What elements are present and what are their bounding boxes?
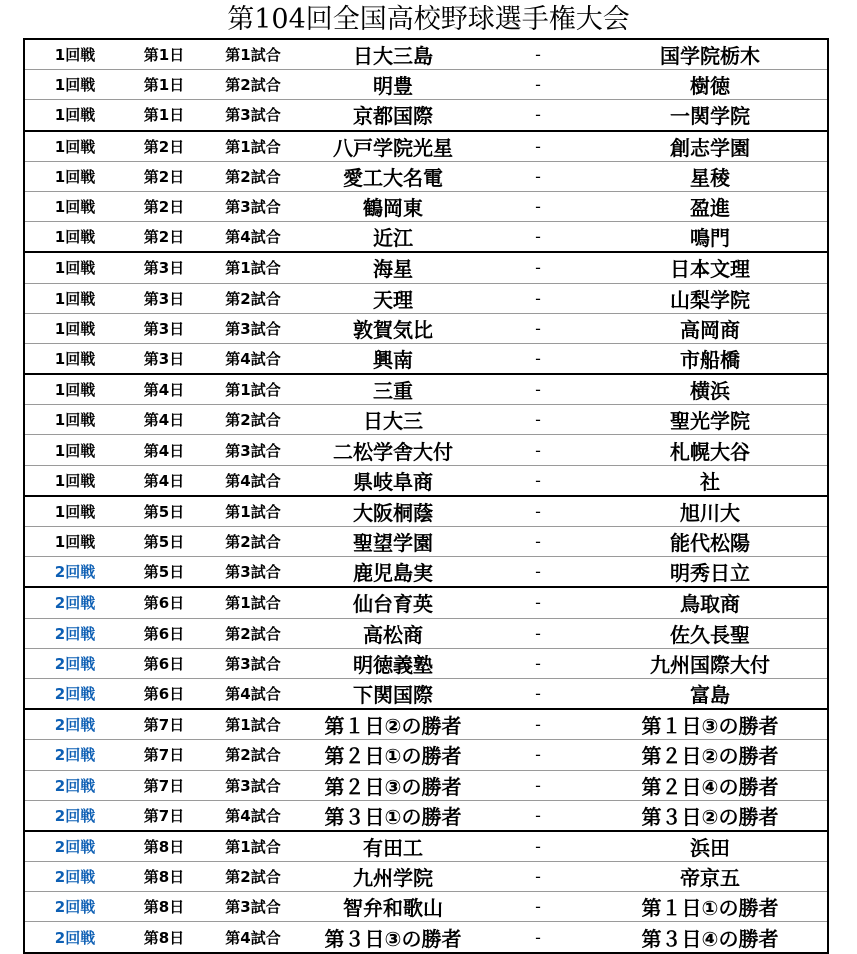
versus-cell: - <box>483 678 593 709</box>
day-cell: 第4日 <box>125 405 203 435</box>
home-team-cell: 愛工大名電 <box>303 161 483 191</box>
round-cell: 1回戦 <box>25 100 125 131</box>
away-team-cell: 旭川大 <box>593 496 827 527</box>
home-team-cell: 八戸学院光星 <box>303 131 483 162</box>
round-cell: 2回戦 <box>25 770 125 800</box>
away-team-cell: 創志学園 <box>593 131 827 162</box>
round-cell: 1回戦 <box>25 222 125 253</box>
game-cell: 第4試合 <box>203 678 303 709</box>
round-cell: 2回戦 <box>25 892 125 922</box>
versus-cell: - <box>483 831 593 862</box>
versus-cell: - <box>483 161 593 191</box>
away-team-cell: 横浜 <box>593 374 827 405</box>
home-team-cell: 県岐阜商 <box>303 465 483 496</box>
away-team-cell: 星稜 <box>593 161 827 191</box>
day-cell: 第3日 <box>125 343 203 374</box>
game-cell: 第2試合 <box>203 283 303 313</box>
game-cell: 第1試合 <box>203 252 303 283</box>
game-cell: 第1試合 <box>203 496 303 527</box>
schedule-rows <box>25 40 827 952</box>
home-team-cell: 有田工 <box>303 831 483 862</box>
day-cell: 第3日 <box>125 313 203 343</box>
match-row <box>25 862 827 892</box>
round-cell: 1回戦 <box>25 465 125 496</box>
day-cell: 第8日 <box>125 892 203 922</box>
away-team-cell: 明秀日立 <box>593 557 827 588</box>
match-row <box>25 618 827 648</box>
day-cell: 第6日 <box>125 678 203 709</box>
game-cell: 第2試合 <box>203 740 303 770</box>
game-cell: 第4試合 <box>203 343 303 374</box>
versus-cell: - <box>483 770 593 800</box>
game-cell: 第2試合 <box>203 70 303 100</box>
home-team-cell: 三重 <box>303 374 483 405</box>
match-row <box>25 222 827 253</box>
day-cell: 第8日 <box>125 831 203 862</box>
round-cell: 2回戦 <box>25 587 125 618</box>
home-team-cell: 鶴岡東 <box>303 191 483 221</box>
match-row <box>25 131 827 162</box>
day-cell: 第7日 <box>125 740 203 770</box>
day-cell: 第6日 <box>125 648 203 678</box>
round-cell: 2回戦 <box>25 709 125 740</box>
match-row <box>25 435 827 465</box>
match-row <box>25 100 827 131</box>
versus-cell: - <box>535 45 541 65</box>
match-row <box>25 343 827 374</box>
game-cell: 第3試合 <box>203 313 303 343</box>
away-team-cell: 第１日③の勝者 <box>593 709 827 740</box>
game-cell: 第4試合 <box>203 922 303 952</box>
versus-cell: - <box>483 587 593 618</box>
home-team-cell: 日大三 <box>303 405 483 435</box>
match-row <box>25 587 827 618</box>
match-row <box>25 678 827 709</box>
round-cell: 1回戦 <box>25 161 125 191</box>
home-team-cell: 高松商 <box>303 618 483 648</box>
round-cell: 2回戦 <box>25 557 125 588</box>
game-cell: 第3試合 <box>203 770 303 800</box>
game-cell: 第1試合 <box>203 587 303 618</box>
home-team-cell: 九州学院 <box>303 862 483 892</box>
home-team-cell: 第１日②の勝者 <box>303 709 483 740</box>
match-row <box>25 648 827 678</box>
match-row <box>25 496 827 527</box>
versus-cell: - <box>483 131 593 162</box>
away-team-cell: 第３日②の勝者 <box>593 800 827 831</box>
home-team-cell: 二松学舎大付 <box>303 435 483 465</box>
day-cell: 第6日 <box>125 587 203 618</box>
match-row <box>25 740 827 770</box>
round-cell: 2回戦 <box>25 740 125 770</box>
day-cell: 第4日 <box>125 465 203 496</box>
round-cell: 1回戦 <box>25 405 125 435</box>
day-cell: 第6日 <box>125 618 203 648</box>
game-cell: 第1試合 <box>225 46 281 65</box>
home-team-cell: 京都国際 <box>303 100 483 131</box>
away-team-cell: 聖光学院 <box>593 405 827 435</box>
versus-cell: - <box>483 70 593 100</box>
versus-cell: - <box>483 374 593 405</box>
round-cell: 1回戦 <box>25 496 125 527</box>
round-cell: 1回戦 <box>25 70 125 100</box>
round-cell: 2回戦 <box>25 678 125 709</box>
round-cell: 1回戦 <box>25 313 125 343</box>
match-row <box>25 770 827 800</box>
game-cell: 第3試合 <box>203 435 303 465</box>
versus-cell: - <box>483 343 593 374</box>
home-team-cell: 仙台育英 <box>303 587 483 618</box>
versus-cell: - <box>483 191 593 221</box>
match-row <box>25 557 827 588</box>
round-cell: 2回戦 <box>25 922 125 952</box>
away-team-cell: 九州国際大付 <box>593 648 827 678</box>
round-cell: 1回戦 <box>25 527 125 557</box>
home-team-cell: 智弁和歌山 <box>303 892 483 922</box>
day-cell: 第8日 <box>125 862 203 892</box>
game-cell: 第1試合 <box>203 831 303 862</box>
home-team-cell: 天理 <box>303 283 483 313</box>
round-cell: 1回戦 <box>25 191 125 221</box>
home-team-cell: 下関国際 <box>303 678 483 709</box>
game-cell: 第3試合 <box>203 557 303 588</box>
away-team-cell: 樹徳 <box>593 70 827 100</box>
match-row <box>25 892 827 922</box>
round-cell: 1回戦 <box>54 46 96 65</box>
away-team-cell: 浜田 <box>593 831 827 862</box>
versus-cell: - <box>483 313 593 343</box>
match-row <box>25 709 827 740</box>
game-cell: 第3試合 <box>203 191 303 221</box>
away-team-cell: 鳥取商 <box>593 587 827 618</box>
day-cell: 第4日 <box>125 435 203 465</box>
home-team-cell: 第３日③の勝者 <box>303 922 483 952</box>
round-cell: 2回戦 <box>25 648 125 678</box>
game-cell: 第3試合 <box>203 100 303 131</box>
game-cell: 第1試合 <box>203 374 303 405</box>
day-cell: 第5日 <box>125 557 203 588</box>
home-team-cell: 聖望学園 <box>303 527 483 557</box>
match-row <box>25 161 827 191</box>
game-cell: 第2試合 <box>203 618 303 648</box>
versus-cell: - <box>483 648 593 678</box>
home-team-cell: 明豊 <box>303 70 483 100</box>
day-cell: 第5日 <box>125 527 203 557</box>
versus-cell: - <box>483 465 593 496</box>
match-row <box>25 252 827 283</box>
match-row <box>25 405 827 435</box>
versus-cell: - <box>483 496 593 527</box>
away-team-cell: 日本文理 <box>593 252 827 283</box>
round-cell: 2回戦 <box>25 831 125 862</box>
day-cell: 第4日 <box>125 374 203 405</box>
day-cell: 第2日 <box>125 131 203 162</box>
match-row <box>25 283 827 313</box>
away-team-cell: 帝京五 <box>593 862 827 892</box>
away-team-cell: 第２日②の勝者 <box>593 740 827 770</box>
game-cell: 第3試合 <box>203 892 303 922</box>
home-team-cell: 大阪桐蔭 <box>303 496 483 527</box>
day-cell: 第3日 <box>125 252 203 283</box>
game-cell: 第2試合 <box>203 161 303 191</box>
home-team-cell: 敦賀気比 <box>303 313 483 343</box>
versus-cell: - <box>483 435 593 465</box>
day-cell: 第2日 <box>125 222 203 253</box>
away-team-cell: 盈進 <box>593 191 827 221</box>
match-row <box>25 831 827 862</box>
day-cell: 第7日 <box>125 709 203 740</box>
versus-cell: - <box>483 100 593 131</box>
day-cell: 第1日 <box>125 70 203 100</box>
home-team-cell: 明徳義塾 <box>303 648 483 678</box>
match-row <box>25 465 827 496</box>
round-cell: 1回戦 <box>25 435 125 465</box>
versus-cell: - <box>483 252 593 283</box>
match-row <box>25 922 827 952</box>
home-team-cell: 日大三島 <box>353 44 433 69</box>
away-team-cell: 高岡商 <box>593 313 827 343</box>
away-team-cell: 佐久長聖 <box>593 618 827 648</box>
versus-cell: - <box>483 618 593 648</box>
match-row <box>25 527 827 557</box>
page-title: 第104回全国高校野球選手権大会 <box>227 4 630 35</box>
versus-cell: - <box>483 709 593 740</box>
round-cell: 1回戦 <box>25 374 125 405</box>
away-team-cell: 第１日①の勝者 <box>593 892 827 922</box>
away-team-cell: 山梨学院 <box>593 283 827 313</box>
away-team-cell: 国学院栃木 <box>660 44 760 69</box>
versus-cell: - <box>483 283 593 313</box>
game-cell: 第1試合 <box>203 709 303 740</box>
match-row <box>25 374 827 405</box>
versus-cell: - <box>483 527 593 557</box>
away-team-cell: 一関学院 <box>593 100 827 131</box>
home-team-cell: 第２日①の勝者 <box>303 740 483 770</box>
round-cell: 2回戦 <box>25 618 125 648</box>
versus-cell: - <box>483 222 593 253</box>
round-cell: 1回戦 <box>25 131 125 162</box>
away-team-cell: 富島 <box>593 678 827 709</box>
versus-cell: - <box>483 557 593 588</box>
away-team-cell: 第３日④の勝者 <box>593 922 827 952</box>
round-cell: 2回戦 <box>25 862 125 892</box>
day-cell: 第2日 <box>125 161 203 191</box>
day-cell: 第7日 <box>125 800 203 831</box>
round-cell: 1回戦 <box>25 343 125 374</box>
home-team-cell: 第２日③の勝者 <box>303 770 483 800</box>
versus-cell: - <box>483 862 593 892</box>
home-team-cell: 海星 <box>303 252 483 283</box>
away-team-cell: 市船橋 <box>593 343 827 374</box>
home-team-cell: 興南 <box>303 343 483 374</box>
round-cell: 1回戦 <box>25 283 125 313</box>
away-team-cell: 社 <box>593 465 827 496</box>
away-team-cell: 札幌大谷 <box>593 435 827 465</box>
game-cell: 第2試合 <box>203 527 303 557</box>
match-row <box>25 313 827 343</box>
versus-cell: - <box>483 740 593 770</box>
game-cell: 第2試合 <box>203 405 303 435</box>
away-team-cell: 鳴門 <box>593 222 827 253</box>
day-cell: 第7日 <box>125 770 203 800</box>
game-cell: 第3試合 <box>203 648 303 678</box>
day-cell: 第1日 <box>143 46 185 65</box>
match-row <box>25 70 827 100</box>
schedule-table <box>23 38 829 954</box>
game-cell: 第2試合 <box>203 862 303 892</box>
home-team-cell: 近江 <box>303 222 483 253</box>
away-team-cell: 能代松陽 <box>593 527 827 557</box>
game-cell: 第1試合 <box>203 131 303 162</box>
day-cell: 第8日 <box>125 922 203 952</box>
versus-cell: - <box>483 405 593 435</box>
home-team-cell: 鹿児島実 <box>303 557 483 588</box>
day-cell: 第2日 <box>125 191 203 221</box>
versus-cell: - <box>483 800 593 831</box>
day-cell: 第1日 <box>125 100 203 131</box>
game-cell: 第4試合 <box>203 465 303 496</box>
day-cell: 第3日 <box>125 283 203 313</box>
versus-cell: - <box>483 922 593 952</box>
day-cell: 第5日 <box>125 496 203 527</box>
game-cell: 第4試合 <box>203 800 303 831</box>
game-cell: 第4試合 <box>203 222 303 253</box>
match-row <box>25 191 827 221</box>
round-cell: 2回戦 <box>25 800 125 831</box>
match-row <box>25 40 827 70</box>
versus-cell: - <box>483 892 593 922</box>
round-cell: 1回戦 <box>25 252 125 283</box>
home-team-cell: 第３日①の勝者 <box>303 800 483 831</box>
match-row <box>25 800 827 831</box>
away-team-cell: 第２日④の勝者 <box>593 770 827 800</box>
